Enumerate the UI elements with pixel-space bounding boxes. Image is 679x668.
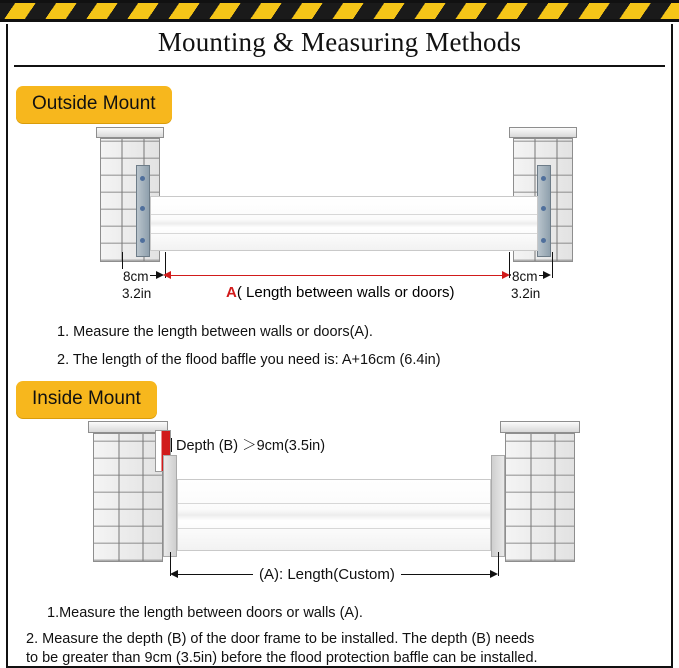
depth-label: Depth (B) ＞9cm(3.5in): [176, 438, 326, 454]
inside-left-jamb: [163, 455, 177, 557]
brick-joint: [530, 434, 532, 561]
outside-note-1: 1. Measure the length between walls or doors(A).: [57, 324, 373, 340]
right-offset-arrow-out: [543, 271, 551, 279]
brick-joint: [554, 434, 556, 561]
span-label-group: [226, 284, 454, 301]
panel-seam: [178, 528, 490, 529]
hazard-stripe-top-edge: [0, 0, 679, 3]
panel-seam: [151, 233, 537, 234]
inside-note-3: to be greater than 9cm (3.5in) before the flood protection baffle can be installed.: [26, 650, 538, 666]
left-offset-cm-label: 8cm: [123, 269, 149, 284]
page-title: Mounting & Measuring Methods: [157, 27, 522, 57]
span-label-text: ( Length between walls or doors): [236, 284, 455, 301]
rail-bolt: [541, 206, 546, 211]
inside-span-label: (A): Length(Custom): [253, 566, 401, 583]
inside-right-pillar-cap: [500, 421, 580, 433]
rail-bolt: [140, 238, 145, 243]
span-dimension-line: [170, 275, 502, 276]
span-letter-A: A: [226, 284, 237, 301]
inside-left-brick-pillar: [93, 433, 163, 562]
depth-tick: [171, 438, 172, 452]
rail-bolt: [140, 206, 145, 211]
frame-border-left: [6, 24, 8, 666]
brick-joint: [556, 139, 558, 261]
left-pillar-cap: [96, 127, 164, 138]
right-offset-cm-label: 8cm: [512, 269, 538, 284]
flood-baffle-panel-outside: [150, 196, 538, 251]
section-tag-outside-mount: Outside Mount: [16, 86, 172, 123]
frame-border-right: [671, 24, 673, 666]
span-arrow-left: [163, 271, 171, 279]
hazard-stripe-bottom-edge: [0, 19, 679, 22]
title-area: [0, 24, 679, 66]
inside-right-brick-pillar: [505, 433, 575, 562]
brick-joint: [118, 434, 120, 561]
brick-joint: [121, 139, 123, 261]
panel-seam: [178, 503, 490, 504]
inside-span-arrow-left: [170, 570, 178, 578]
inside-span-arrow-right: [490, 570, 498, 578]
right-offset-in-label: 3.2in: [511, 286, 541, 301]
dimension-tick-right-outer: [552, 252, 553, 278]
rail-bolt: [541, 176, 546, 181]
rail-bolt: [541, 238, 546, 243]
right-pillar-cap: [509, 127, 577, 138]
panel-seam: [151, 214, 537, 215]
outside-note-2: 2. The length of the flood baffle you need is: A+16cm (6.4in): [57, 352, 441, 368]
inside-note-1: 1.Measure the length between doors or walls (A).: [47, 605, 363, 621]
left-offset-in-label: 3.2in: [122, 286, 152, 301]
inside-right-jamb: [491, 455, 505, 557]
section-tag-inside-mount: Inside Mount: [16, 381, 157, 418]
inside-dimension-tick-right: [498, 552, 499, 576]
rail-bolt: [140, 176, 145, 181]
flood-baffle-panel-inside: [177, 479, 491, 551]
brick-joint: [142, 434, 144, 561]
title-divider: [14, 65, 665, 67]
inside-note-2: 2. Measure the depth (B) of the door frame to be installed. The depth (B) needs: [26, 631, 535, 647]
left-offset-arrow-out: [156, 271, 164, 279]
